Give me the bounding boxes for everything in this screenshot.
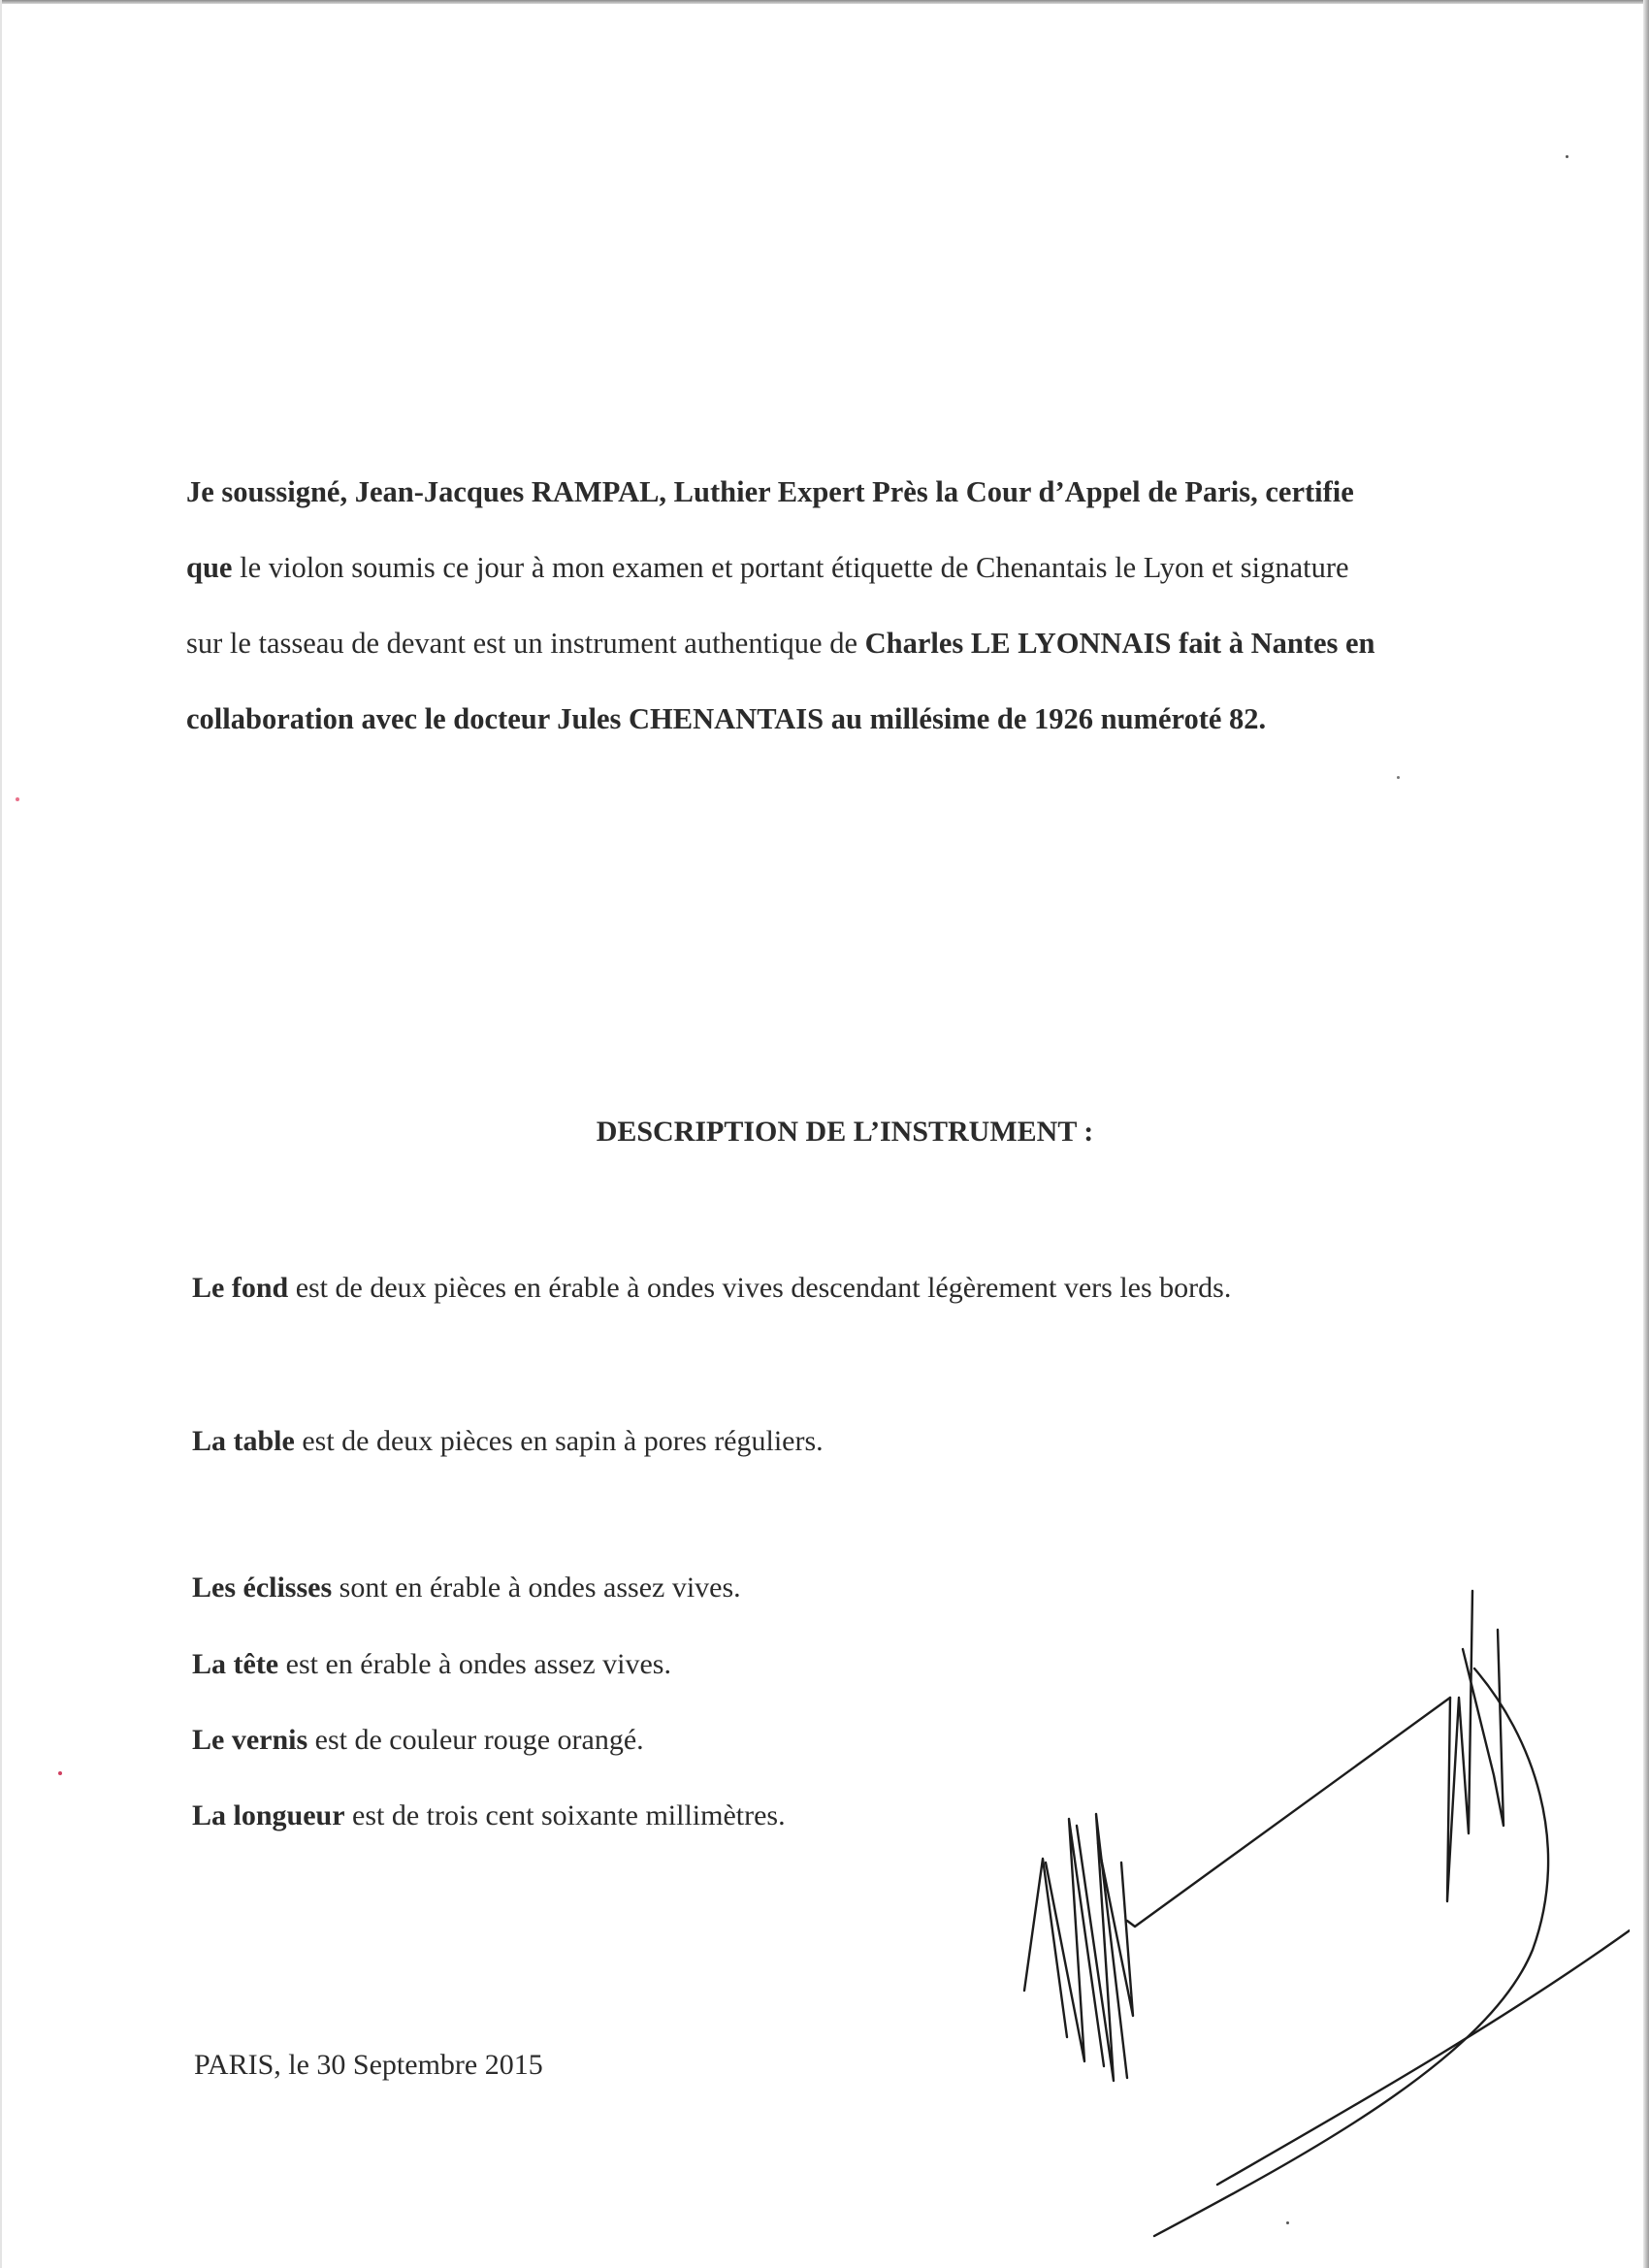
description-item-table (192, 1425, 824, 1458)
certificate-line-3-bold: Charles LE LYONNAIS fait à Nantes en (864, 627, 1375, 660)
certificate-line-4 (186, 681, 1496, 757)
certificate-line-3-text: sur le tasseau de devant est un instrument authentique de (186, 627, 865, 660)
certificate-line-1-bold: Je soussigné, Jean-Jacques RAMPAL, Luthier Expert Près la Cour d’Appel de Paris, certifie (186, 475, 1354, 508)
description-text: sont en érable à ondes assez vives. (332, 1571, 741, 1604)
description-text: est de trois cent soixante millimètres. (344, 1799, 786, 1831)
certificate-line-2-text: le violon soumis ce jour à mon examen et portant étiquette de Chenantais le Lyon et signature (232, 551, 1349, 584)
description-item-vernis (192, 1724, 644, 1757)
paper-speck (1397, 776, 1400, 779)
description-item-tete (192, 1648, 671, 1681)
certificate-line-2 (186, 530, 1496, 605)
description-heading: DESCRIPTION DE L’INSTRUMENT : (596, 1116, 1094, 1148)
description-item-eclisses (192, 1571, 741, 1604)
description-item-longueur (192, 1799, 786, 1832)
description-term: Le fond (192, 1272, 289, 1304)
description-text: est de deux pièces en érable à ondes vives descendant légèrement vers les bords. (288, 1272, 1232, 1304)
certificate-line-1 (186, 454, 1496, 530)
certificate-statement (186, 454, 1496, 757)
certificate-line-3 (186, 605, 1496, 681)
place-date: PARIS, le 30 Septembre 2015 (194, 2049, 543, 2081)
paper-speck (16, 797, 19, 801)
paper-speck (58, 1771, 62, 1775)
description-item-fond (192, 1272, 1231, 1305)
description-text: est en érable à ondes assez vives. (278, 1648, 671, 1680)
certificate-line-4-bold: collaboration avec le docteur Jules CHENANTAIS au millésime de 1926 numéroté 82. (186, 702, 1267, 735)
description-term: Le vernis (192, 1724, 308, 1756)
handwritten-signature (989, 1571, 1630, 2251)
description-term: Les éclisses (192, 1571, 333, 1604)
paper-speck (1566, 155, 1568, 158)
description-term: La table (192, 1425, 295, 1457)
description-text: est de deux pièces en sapin à pores réguliers. (294, 1425, 824, 1457)
certificate-line-2-bold: que (186, 551, 233, 584)
description-term: La longueur (192, 1799, 345, 1831)
description-term: La tête (192, 1648, 279, 1680)
scan-edge-top (0, 0, 1649, 4)
description-text: est de couleur rouge orangé. (307, 1724, 644, 1756)
